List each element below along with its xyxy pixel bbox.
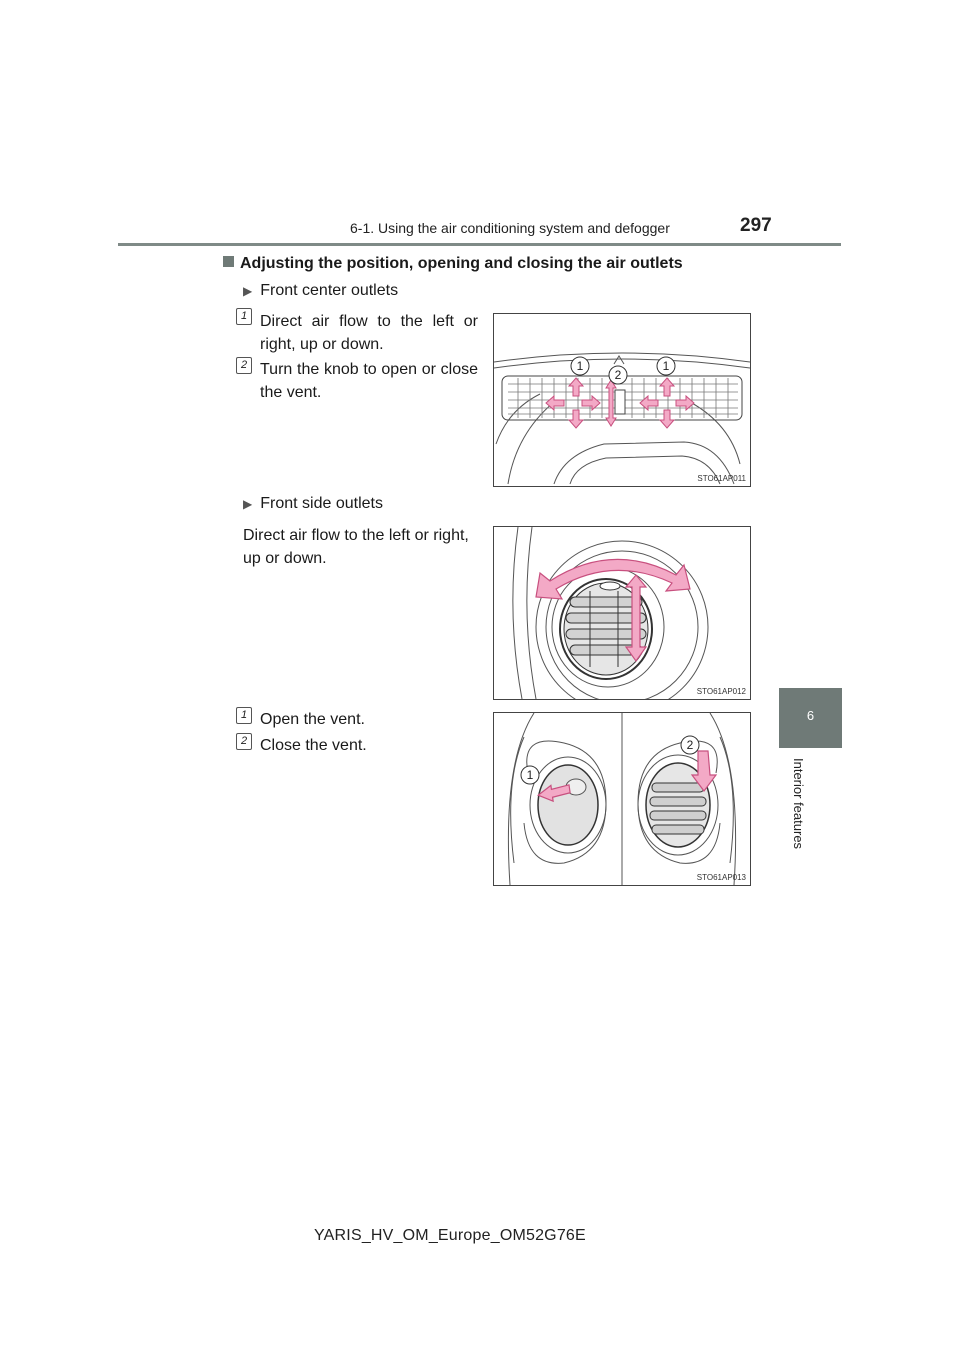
step-text: Open the vent. — [260, 711, 365, 728]
subheading-side-text: Front side outlets — [260, 495, 383, 512]
page-number: 297 — [740, 215, 772, 236]
figure-open-close — [493, 712, 751, 886]
section-title — [223, 255, 683, 273]
step-number-icon: 1 — [236, 308, 252, 325]
callout-label: 1 — [662, 359, 670, 373]
step-text: Turn the knob to open or close the vent. — [260, 361, 478, 401]
figure-side-outlets — [493, 526, 751, 700]
subheading-center — [243, 282, 398, 300]
section-bullet-icon — [223, 256, 234, 267]
center-outlet-illustration — [494, 314, 750, 486]
callout-label: 2 — [686, 738, 694, 752]
subheading-center-text: Front center outlets — [260, 282, 399, 299]
step-text: Close the vent. — [260, 737, 367, 754]
step-text: Direct air flow to the left or right, up or down. — [260, 313, 478, 353]
document-footer: YARIS_HV_OM_Europe_OM52G76E — [314, 1227, 586, 1244]
callout-label: 1 — [576, 359, 584, 373]
figure-center-outlets — [493, 313, 751, 487]
subheading-side — [243, 495, 383, 513]
header-rule — [118, 243, 841, 246]
side-outlet-text: Direct air flow to the left or right, up or down. — [243, 527, 469, 567]
chapter-label-area — [779, 748, 842, 863]
chapter-tab — [779, 688, 842, 748]
section-title-text: Adjusting the position, opening and closing the air outlets — [240, 255, 683, 272]
chapter-number: 6 — [806, 708, 815, 723]
chapter-label: Interior features — [791, 758, 806, 850]
side-outlet-illustration — [494, 527, 750, 699]
open-close-illustration — [494, 713, 750, 885]
callout-label: 1 — [526, 768, 534, 782]
triangle-bullet-icon: ▶ — [243, 284, 253, 298]
step-number-icon: 1 — [236, 707, 252, 724]
running-header-section: 6-1. Using the air conditioning system and defogger — [350, 220, 670, 236]
figure-code: STO61AP013 — [696, 873, 746, 882]
step-number-icon: 2 — [236, 733, 252, 750]
figure-code: STO61AP011 — [697, 474, 746, 483]
callout-label: 2 — [614, 368, 622, 382]
step-number-icon: 2 — [236, 357, 252, 374]
triangle-bullet-icon: ▶ — [243, 497, 253, 511]
figure-code: STO61AP012 — [696, 687, 746, 696]
